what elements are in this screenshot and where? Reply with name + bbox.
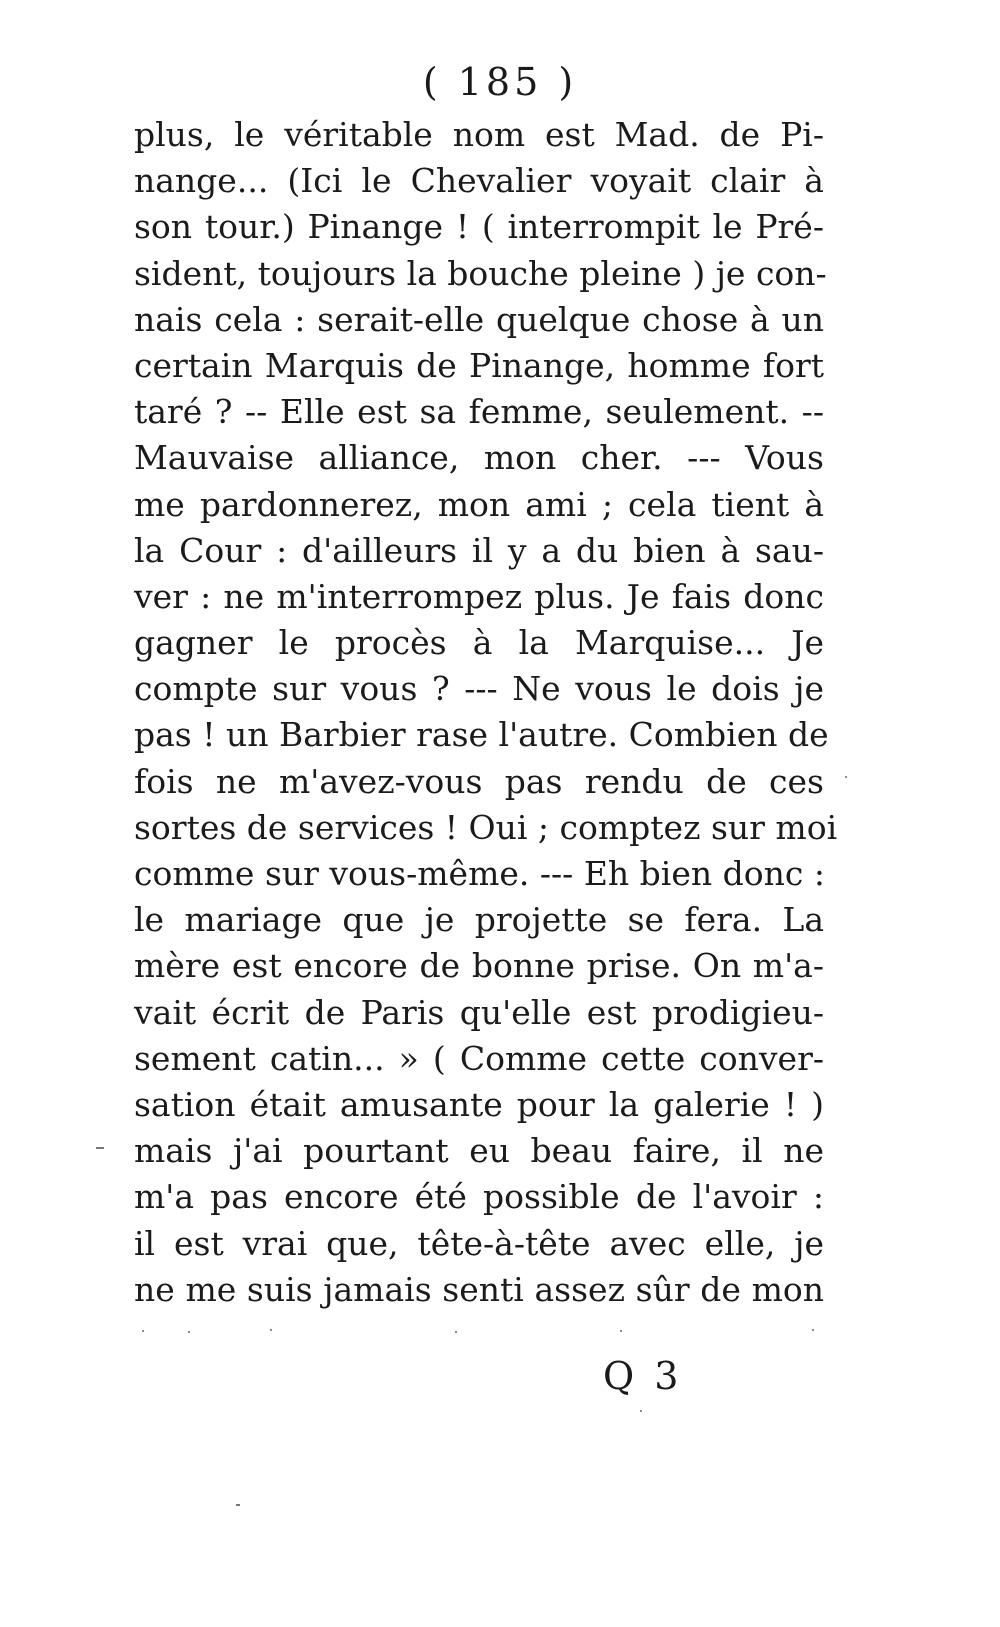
text-line: vait écrit de Paris qu'elle est prodigieu- xyxy=(134,992,824,1032)
text-line: il est vrai que, tête-à-tête avec elle, je xyxy=(134,1223,824,1263)
body-text xyxy=(134,112,838,1313)
text-line: sation était amusante pour la galerie ! ) xyxy=(134,1084,824,1124)
text-line: certain Marquis de Pinange, homme fort xyxy=(134,345,824,385)
text-line: fois ne m'avez-vous pas rendu de ces xyxy=(134,761,824,801)
text-line: gagner le procès à la Marquise... Je xyxy=(134,623,824,663)
text-line: plus, le véritable nom est Mad. de Pi- xyxy=(134,115,824,154)
text-line: sortes de services ! Oui ; comptez sur moi xyxy=(134,807,838,847)
print-speck xyxy=(845,776,847,778)
text-line: nais cela : serait-elle quelque chose à un xyxy=(134,299,824,339)
text-line: Mauvaise alliance, mon cher. --- Vous xyxy=(134,438,824,478)
text-line: sident, toujours la bouche pleine ) je con- xyxy=(134,253,827,293)
text-line: m'a pas encore été possible de l'avoir : xyxy=(134,1177,824,1217)
text-line: ne me suis jamais senti assez sûr de mon xyxy=(134,1269,824,1309)
print-speck xyxy=(812,1329,814,1331)
text-line: mère est encore de bonne prise. On m'a- xyxy=(134,946,824,986)
text-line: sement catin... » ( Comme cette conver- xyxy=(134,1038,824,1078)
page-number: ( 185 ) xyxy=(422,60,578,104)
text-line: taré ? -- Elle est sa femme, seulement. -- xyxy=(134,392,824,432)
print-speck xyxy=(640,1410,642,1412)
margin-mark xyxy=(96,1147,104,1149)
print-speck xyxy=(188,1331,190,1333)
text-line: me pardonnerez, mon ami ; cela tient à xyxy=(134,484,824,524)
text-line: son tour.) Pinange ! ( interrompit le Pré- xyxy=(134,207,824,247)
print-speck xyxy=(142,1330,144,1332)
text-line: ver : ne m'interrompez plus. Je fais donc xyxy=(134,576,824,616)
print-speck xyxy=(455,1331,457,1333)
margin-mark xyxy=(236,1504,240,1506)
text-line: compte sur vous ? --- Ne vous le dois je xyxy=(134,669,824,709)
text-line: comme sur vous-même. --- Eh bien donc : xyxy=(134,854,825,893)
text-line: pas ! un Barbier rase l'autre. Combien de xyxy=(134,715,829,755)
print-speck xyxy=(270,1329,272,1331)
text-line: le mariage que je projette se fera. La xyxy=(134,900,824,940)
signature-mark: Q 3 xyxy=(603,1354,683,1398)
text-line: la Cour : d'ailleurs il y a du bien à sau- xyxy=(134,530,824,570)
text-line: nange... (Ici le Chevalier voyait clair à xyxy=(134,161,824,201)
print-speck xyxy=(620,1330,622,1332)
text-line: mais j'ai pourtant eu beau faire, il ne xyxy=(134,1131,824,1171)
